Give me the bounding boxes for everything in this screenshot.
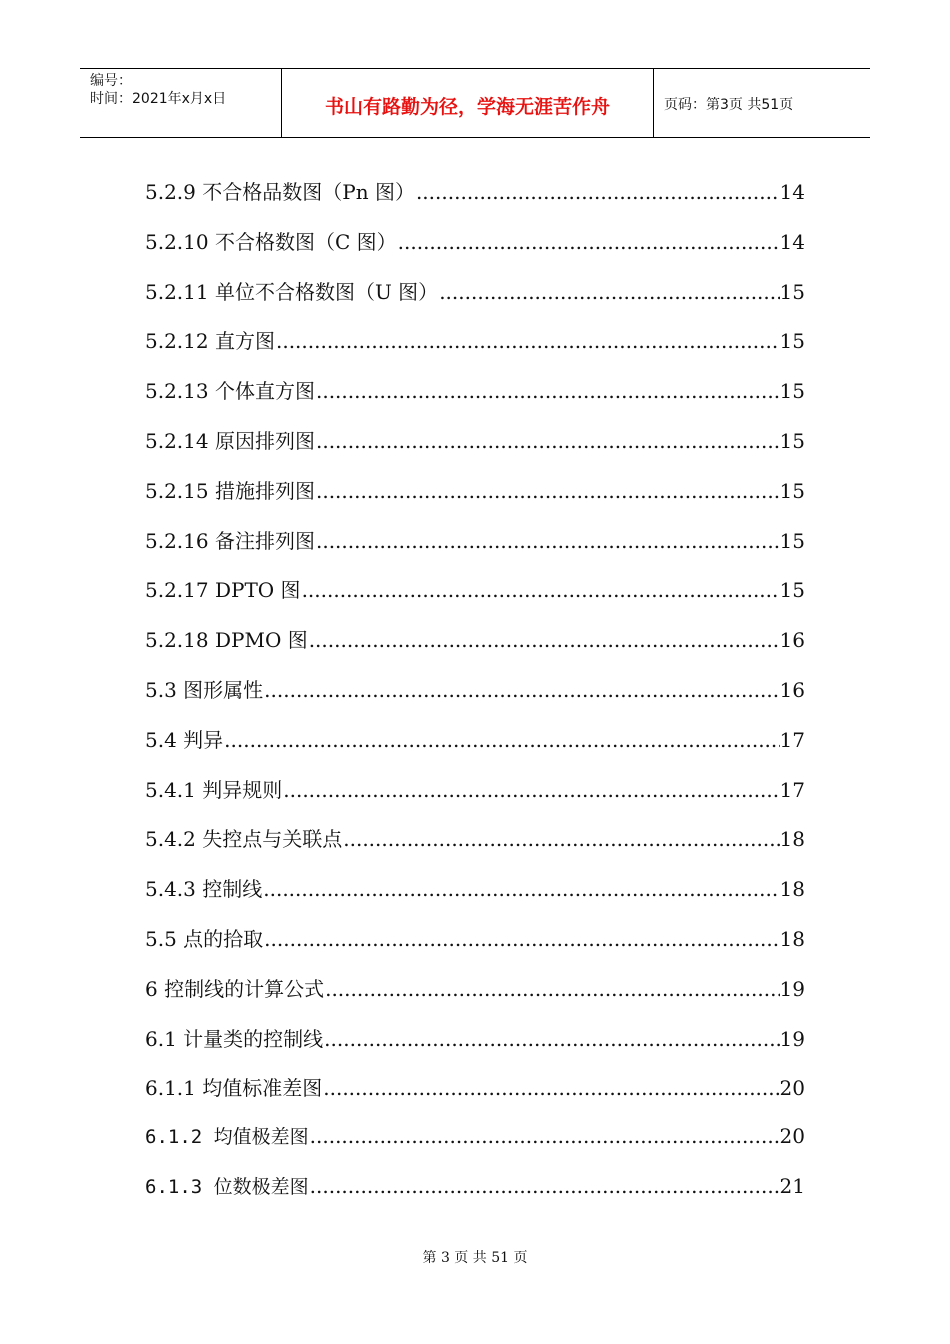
toc-entry-title: 6.1.1 均值标准差图 bbox=[145, 1076, 323, 1101]
toc-entry-page: 18 bbox=[779, 827, 805, 852]
toc-entry-page: 19 bbox=[779, 976, 805, 1001]
toc-entry[interactable] bbox=[145, 724, 805, 774]
toc-entry-page: 15 bbox=[779, 379, 805, 404]
toc-dot-leader bbox=[316, 479, 780, 503]
header-meta bbox=[80, 69, 282, 137]
toc-entry[interactable] bbox=[145, 873, 805, 923]
toc-entry[interactable] bbox=[145, 475, 805, 525]
toc-dot-leader bbox=[325, 977, 779, 1001]
toc-entry-title: 6.1.3 位数极差图 bbox=[145, 1175, 309, 1198]
toc-dot-leader bbox=[310, 1174, 780, 1198]
toc-entry[interactable] bbox=[145, 674, 805, 724]
toc-dot-leader bbox=[316, 429, 780, 453]
toc-entry-title: 5.2.15 措施排列图 bbox=[145, 478, 315, 503]
toc-entry-page: 20 bbox=[779, 1076, 805, 1101]
toc-entry-page: 15 bbox=[779, 428, 805, 453]
toc-dot-leader bbox=[310, 1124, 780, 1148]
toc-entry-title: 6.1.2 均值极差图 bbox=[145, 1126, 309, 1149]
toc-dot-leader bbox=[276, 329, 780, 353]
toc-entry-page: 15 bbox=[779, 578, 805, 603]
toc-entry-title: 5.2.12 直方图 bbox=[145, 329, 275, 354]
toc-entry[interactable] bbox=[145, 375, 805, 425]
toc-entry-title: 5.4.2 失控点与关联点 bbox=[145, 827, 343, 852]
toc-entry-title: 5.4.3 控制线 bbox=[145, 877, 263, 902]
toc-entry[interactable] bbox=[145, 1072, 805, 1122]
toc-dot-leader bbox=[264, 678, 779, 702]
toc-dot-leader bbox=[302, 578, 780, 602]
toc-entry-title: 5.2.18 DPMO 图 bbox=[145, 628, 308, 653]
toc-entry-page: 16 bbox=[779, 677, 805, 702]
header-motto: 书山有路勤为径，学海无涯苦作舟 bbox=[282, 69, 654, 137]
toc-dot-leader bbox=[263, 877, 779, 901]
toc-entry[interactable] bbox=[145, 774, 805, 824]
toc-entry-title: 5.4.1 判异规则 bbox=[145, 777, 283, 802]
toc-dot-leader bbox=[323, 1076, 779, 1100]
toc-entry[interactable] bbox=[145, 574, 805, 624]
toc-entry-page: 20 bbox=[779, 1124, 805, 1149]
toc-dot-leader bbox=[316, 379, 780, 403]
toc-entry[interactable] bbox=[145, 425, 805, 475]
toc-entry-page: 16 bbox=[779, 628, 805, 653]
toc-dot-leader bbox=[343, 827, 779, 851]
toc-dot-leader bbox=[316, 529, 780, 553]
page-header bbox=[80, 68, 870, 138]
toc-entry[interactable] bbox=[145, 525, 805, 575]
toc-dot-leader bbox=[398, 230, 780, 254]
toc-entry-page: 19 bbox=[779, 1026, 805, 1051]
toc-entry-title: 5.4 判异 bbox=[145, 727, 224, 752]
toc-entry-title: 6.1 计量类的控制线 bbox=[145, 1026, 324, 1051]
toc-dot-leader bbox=[283, 778, 779, 802]
toc-entry[interactable] bbox=[145, 823, 805, 873]
document-number-label: 编号： bbox=[90, 73, 132, 89]
toc-entry[interactable] bbox=[145, 176, 805, 226]
toc-entry[interactable] bbox=[145, 973, 805, 1023]
toc-entry[interactable] bbox=[145, 1172, 805, 1222]
toc-entry[interactable] bbox=[145, 1023, 805, 1073]
toc-entry-page: 14 bbox=[779, 180, 805, 204]
toc-dot-leader bbox=[416, 180, 780, 204]
toc-entry-page: 15 bbox=[779, 279, 805, 304]
toc-entry-page: 14 bbox=[779, 229, 805, 254]
header-page-info: 页码：第3页 共51页 bbox=[664, 97, 794, 113]
toc-dot-leader bbox=[324, 1027, 779, 1051]
toc-entry[interactable] bbox=[145, 276, 805, 326]
toc-entry-title: 5.2.11 单位不合格数图（U 图） bbox=[145, 279, 439, 304]
toc-entry[interactable] bbox=[145, 923, 805, 973]
toc-entry-page: 15 bbox=[779, 528, 805, 553]
toc-entry[interactable] bbox=[145, 325, 805, 375]
document-time: 时间：2021年x月x日 bbox=[90, 91, 227, 107]
toc-entry-title: 6 控制线的计算公式 bbox=[145, 976, 325, 1001]
toc-dot-leader bbox=[224, 728, 779, 752]
toc-dot-leader bbox=[264, 927, 779, 951]
toc-entry-page: 21 bbox=[779, 1173, 805, 1198]
toc-entry-title: 5.2.17 DPTO 图 bbox=[145, 578, 301, 603]
toc-entry[interactable] bbox=[145, 226, 805, 276]
toc-dot-leader bbox=[309, 628, 780, 652]
toc-dot-leader bbox=[439, 280, 779, 304]
toc-entry-title: 5.3 图形属性 bbox=[145, 677, 264, 702]
toc-entry-page: 17 bbox=[779, 727, 805, 752]
toc-entry-title: 5.5 点的拾取 bbox=[145, 926, 264, 951]
table-of-contents bbox=[145, 176, 805, 1222]
toc-entry[interactable] bbox=[145, 624, 805, 674]
toc-entry-title: 5.2.13 个体直方图 bbox=[145, 379, 315, 404]
toc-entry-title: 5.2.14 原因排列图 bbox=[145, 428, 315, 453]
toc-entry-title: 5.2.10 不合格数图（C 图） bbox=[145, 229, 397, 254]
toc-entry-page: 17 bbox=[779, 777, 805, 802]
toc-entry-page: 18 bbox=[779, 877, 805, 902]
toc-entry-page: 15 bbox=[779, 478, 805, 503]
page-footer: 第 3 页 共 51 页 bbox=[422, 1250, 528, 1266]
toc-entry-page: 18 bbox=[779, 926, 805, 951]
toc-entry[interactable] bbox=[145, 1122, 805, 1172]
toc-entry-title: 5.2.16 备注排列图 bbox=[145, 528, 315, 553]
toc-entry-page: 15 bbox=[779, 329, 805, 354]
toc-entry-title: 5.2.9 不合格品数图（Pn 图） bbox=[145, 180, 415, 204]
